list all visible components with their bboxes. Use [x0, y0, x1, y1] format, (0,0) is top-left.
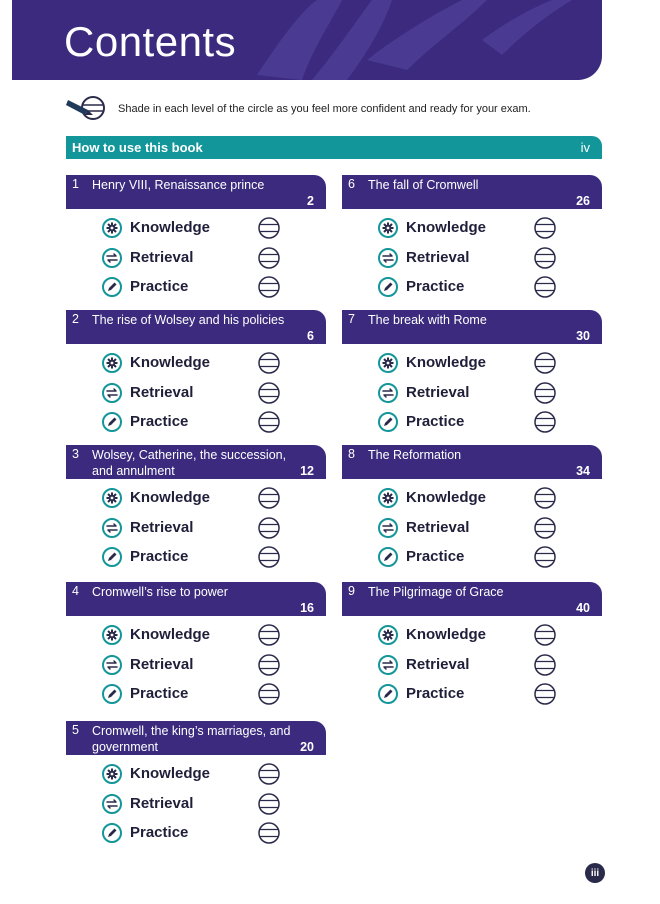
confidence-circle[interactable] [258, 654, 280, 676]
practice-icon [102, 684, 122, 704]
section-header[interactable] [66, 582, 326, 616]
section-title: Henry VIII, Renaissance prince [92, 178, 265, 192]
how-to-use-page: iv [580, 140, 590, 155]
retrieval-row [342, 652, 602, 682]
practice-icon [102, 277, 122, 297]
page-number: iii [585, 863, 605, 883]
retrieval-icon [378, 383, 398, 403]
section-page: 12 [300, 464, 314, 478]
practice-label: Practice [406, 278, 465, 295]
knowledge-icon [102, 488, 122, 508]
section-title: The rise of Wolsey and his policies [92, 313, 285, 327]
retrieval-icon [102, 655, 122, 675]
page-title: Contents [64, 18, 237, 65]
retrieval-row [66, 380, 326, 410]
section-items [342, 485, 602, 574]
knowledge-label: Knowledge [406, 489, 487, 506]
knowledge-row [66, 761, 326, 791]
section-items [66, 215, 326, 304]
section-page: 6 [307, 329, 314, 343]
confidence-circle[interactable] [534, 217, 556, 239]
knowledge-icon [378, 353, 398, 373]
knowledge-row [342, 622, 602, 652]
practice-icon [102, 547, 122, 567]
section-8 [342, 445, 602, 574]
confidence-circle[interactable] [258, 487, 280, 509]
knowledge-label: Knowledge [406, 219, 487, 236]
confidence-circle[interactable] [534, 624, 556, 646]
knowledge-icon [102, 218, 122, 238]
retrieval-row [66, 515, 326, 545]
confidence-circle[interactable] [258, 276, 280, 298]
knowledge-icon [378, 488, 398, 508]
practice-icon [378, 547, 398, 567]
practice-label: Practice [130, 413, 189, 430]
knowledge-row [342, 485, 602, 515]
section-header[interactable] [66, 310, 326, 344]
section-header[interactable] [66, 175, 326, 209]
retrieval-icon [378, 655, 398, 675]
section-number: 5 [72, 723, 79, 737]
retrieval-label: Retrieval [406, 383, 470, 401]
confidence-circle[interactable] [534, 517, 556, 539]
section-header[interactable] [342, 582, 602, 616]
practice-row [342, 544, 602, 574]
section-header[interactable] [66, 445, 326, 479]
practice-label: Practice [130, 824, 189, 841]
confidence-circle[interactable] [258, 352, 280, 374]
knowledge-icon [102, 625, 122, 645]
retrieval-label: Retrieval [406, 248, 470, 266]
section-header[interactable] [342, 310, 602, 344]
section-4 [66, 582, 326, 711]
retrieval-label: Retrieval [130, 518, 194, 536]
knowledge-label: Knowledge [130, 626, 211, 643]
retrieval-icon [102, 518, 122, 538]
confidence-circle[interactable] [534, 683, 556, 705]
knowledge-icon [102, 764, 122, 784]
section-number: 7 [348, 312, 355, 326]
knowledge-label: Knowledge [130, 765, 211, 782]
retrieval-label: Retrieval [130, 655, 194, 673]
confidence-circle[interactable] [258, 763, 280, 785]
section-items [66, 485, 326, 574]
section-title: The Pilgrimage of Grace [368, 585, 504, 599]
confidence-circle[interactable] [258, 683, 280, 705]
retrieval-icon [102, 248, 122, 268]
section-title: Wolsey, Catherine, the succession, and annulment [92, 448, 287, 478]
practice-label: Practice [406, 548, 465, 565]
confidence-circle[interactable] [258, 822, 280, 844]
section-number: 2 [72, 312, 79, 326]
section-3 [66, 445, 326, 574]
how-to-use-label: How to use this book [72, 140, 203, 155]
practice-row [342, 274, 602, 304]
section-header[interactable] [342, 445, 602, 479]
practice-row [342, 681, 602, 711]
section-1 [66, 175, 326, 304]
confidence-circle[interactable] [534, 352, 556, 374]
section-number: 9 [348, 584, 355, 598]
section-2 [66, 310, 326, 439]
knowledge-row [66, 485, 326, 515]
practice-icon [378, 412, 398, 432]
section-items [66, 350, 326, 439]
practice-row [66, 681, 326, 711]
practice-label: Practice [406, 685, 465, 702]
confidence-circle[interactable] [258, 382, 280, 404]
knowledge-row [66, 350, 326, 380]
retrieval-icon [378, 248, 398, 268]
knowledge-icon [102, 353, 122, 373]
confidence-circle[interactable] [534, 654, 556, 676]
section-7 [342, 310, 602, 439]
knowledge-label: Knowledge [130, 354, 211, 371]
section-title: Cromwell’s rise to power [92, 585, 228, 599]
section-5 [66, 721, 326, 850]
confidence-circle[interactable] [534, 276, 556, 298]
confidence-circle[interactable] [534, 487, 556, 509]
retrieval-icon [102, 383, 122, 403]
knowledge-label: Knowledge [130, 489, 211, 506]
instruction-row [66, 94, 531, 124]
section-number: 1 [72, 177, 79, 191]
section-9 [342, 582, 602, 711]
section-number: 4 [72, 584, 79, 598]
knowledge-row [342, 215, 602, 245]
retrieval-label: Retrieval [130, 383, 194, 401]
section-items [66, 761, 326, 850]
section-number: 3 [72, 447, 79, 461]
section-title: The break with Rome [368, 313, 487, 327]
retrieval-row [66, 652, 326, 682]
confidence-circle[interactable] [258, 793, 280, 815]
confidence-circle[interactable] [258, 546, 280, 568]
practice-icon [102, 412, 122, 432]
section-page: 26 [576, 194, 590, 208]
knowledge-icon [378, 218, 398, 238]
section-header[interactable] [342, 175, 602, 209]
retrieval-row [342, 245, 602, 275]
retrieval-label: Retrieval [130, 248, 194, 266]
retrieval-icon [102, 794, 122, 814]
section-items [342, 215, 602, 304]
retrieval-label: Retrieval [130, 794, 194, 812]
section-page: 20 [300, 740, 314, 754]
confidence-circle[interactable] [258, 217, 280, 239]
knowledge-row [66, 622, 326, 652]
knowledge-label: Knowledge [406, 354, 487, 371]
section-items [66, 622, 326, 711]
confidence-circle[interactable] [258, 624, 280, 646]
knowledge-label: Knowledge [406, 626, 487, 643]
practice-label: Practice [406, 413, 465, 430]
knowledge-icon [378, 625, 398, 645]
practice-icon [102, 823, 122, 843]
practice-row [66, 274, 326, 304]
section-items [342, 350, 602, 439]
practice-row [66, 409, 326, 439]
section-number: 6 [348, 177, 355, 191]
practice-row [66, 544, 326, 574]
knowledge-label: Knowledge [130, 219, 211, 236]
confidence-circle[interactable] [534, 382, 556, 404]
retrieval-row [342, 380, 602, 410]
practice-row [66, 820, 326, 850]
practice-label: Practice [130, 548, 189, 565]
confidence-circle[interactable] [534, 411, 556, 433]
section-page: 2 [307, 194, 314, 208]
section-items [342, 622, 602, 711]
section-page: 16 [300, 601, 314, 615]
practice-row [342, 409, 602, 439]
how-to-use-bar[interactable] [66, 136, 602, 159]
section-title: The Reformation [368, 448, 462, 462]
confidence-circle[interactable] [258, 411, 280, 433]
section-6 [342, 175, 602, 304]
retrieval-icon [378, 518, 398, 538]
knowledge-row [66, 215, 326, 245]
pen-circle-icon [66, 94, 106, 124]
section-page: 34 [576, 464, 590, 478]
confidence-circle[interactable] [534, 247, 556, 269]
section-page: 30 [576, 329, 590, 343]
section-title: Cromwell, the king’s marriages, and government [92, 724, 291, 754]
retrieval-row [66, 245, 326, 275]
section-title: The fall of Cromwell [368, 178, 479, 192]
section-page: 40 [576, 601, 590, 615]
retrieval-row [342, 515, 602, 545]
section-number: 8 [348, 447, 355, 461]
instruction-text: Shade in each level of the circle as you feel more confident and ready for your exam. [118, 103, 531, 115]
retrieval-row [66, 791, 326, 821]
retrieval-label: Retrieval [406, 655, 470, 673]
section-header[interactable] [66, 721, 326, 755]
practice-icon [378, 277, 398, 297]
knowledge-row [342, 350, 602, 380]
practice-label: Practice [130, 685, 189, 702]
confidence-circle[interactable] [534, 546, 556, 568]
practice-label: Practice [130, 278, 189, 295]
confidence-circle[interactable] [258, 247, 280, 269]
header-banner [12, 0, 602, 80]
retrieval-label: Retrieval [406, 518, 470, 536]
practice-icon [378, 684, 398, 704]
confidence-circle[interactable] [258, 517, 280, 539]
